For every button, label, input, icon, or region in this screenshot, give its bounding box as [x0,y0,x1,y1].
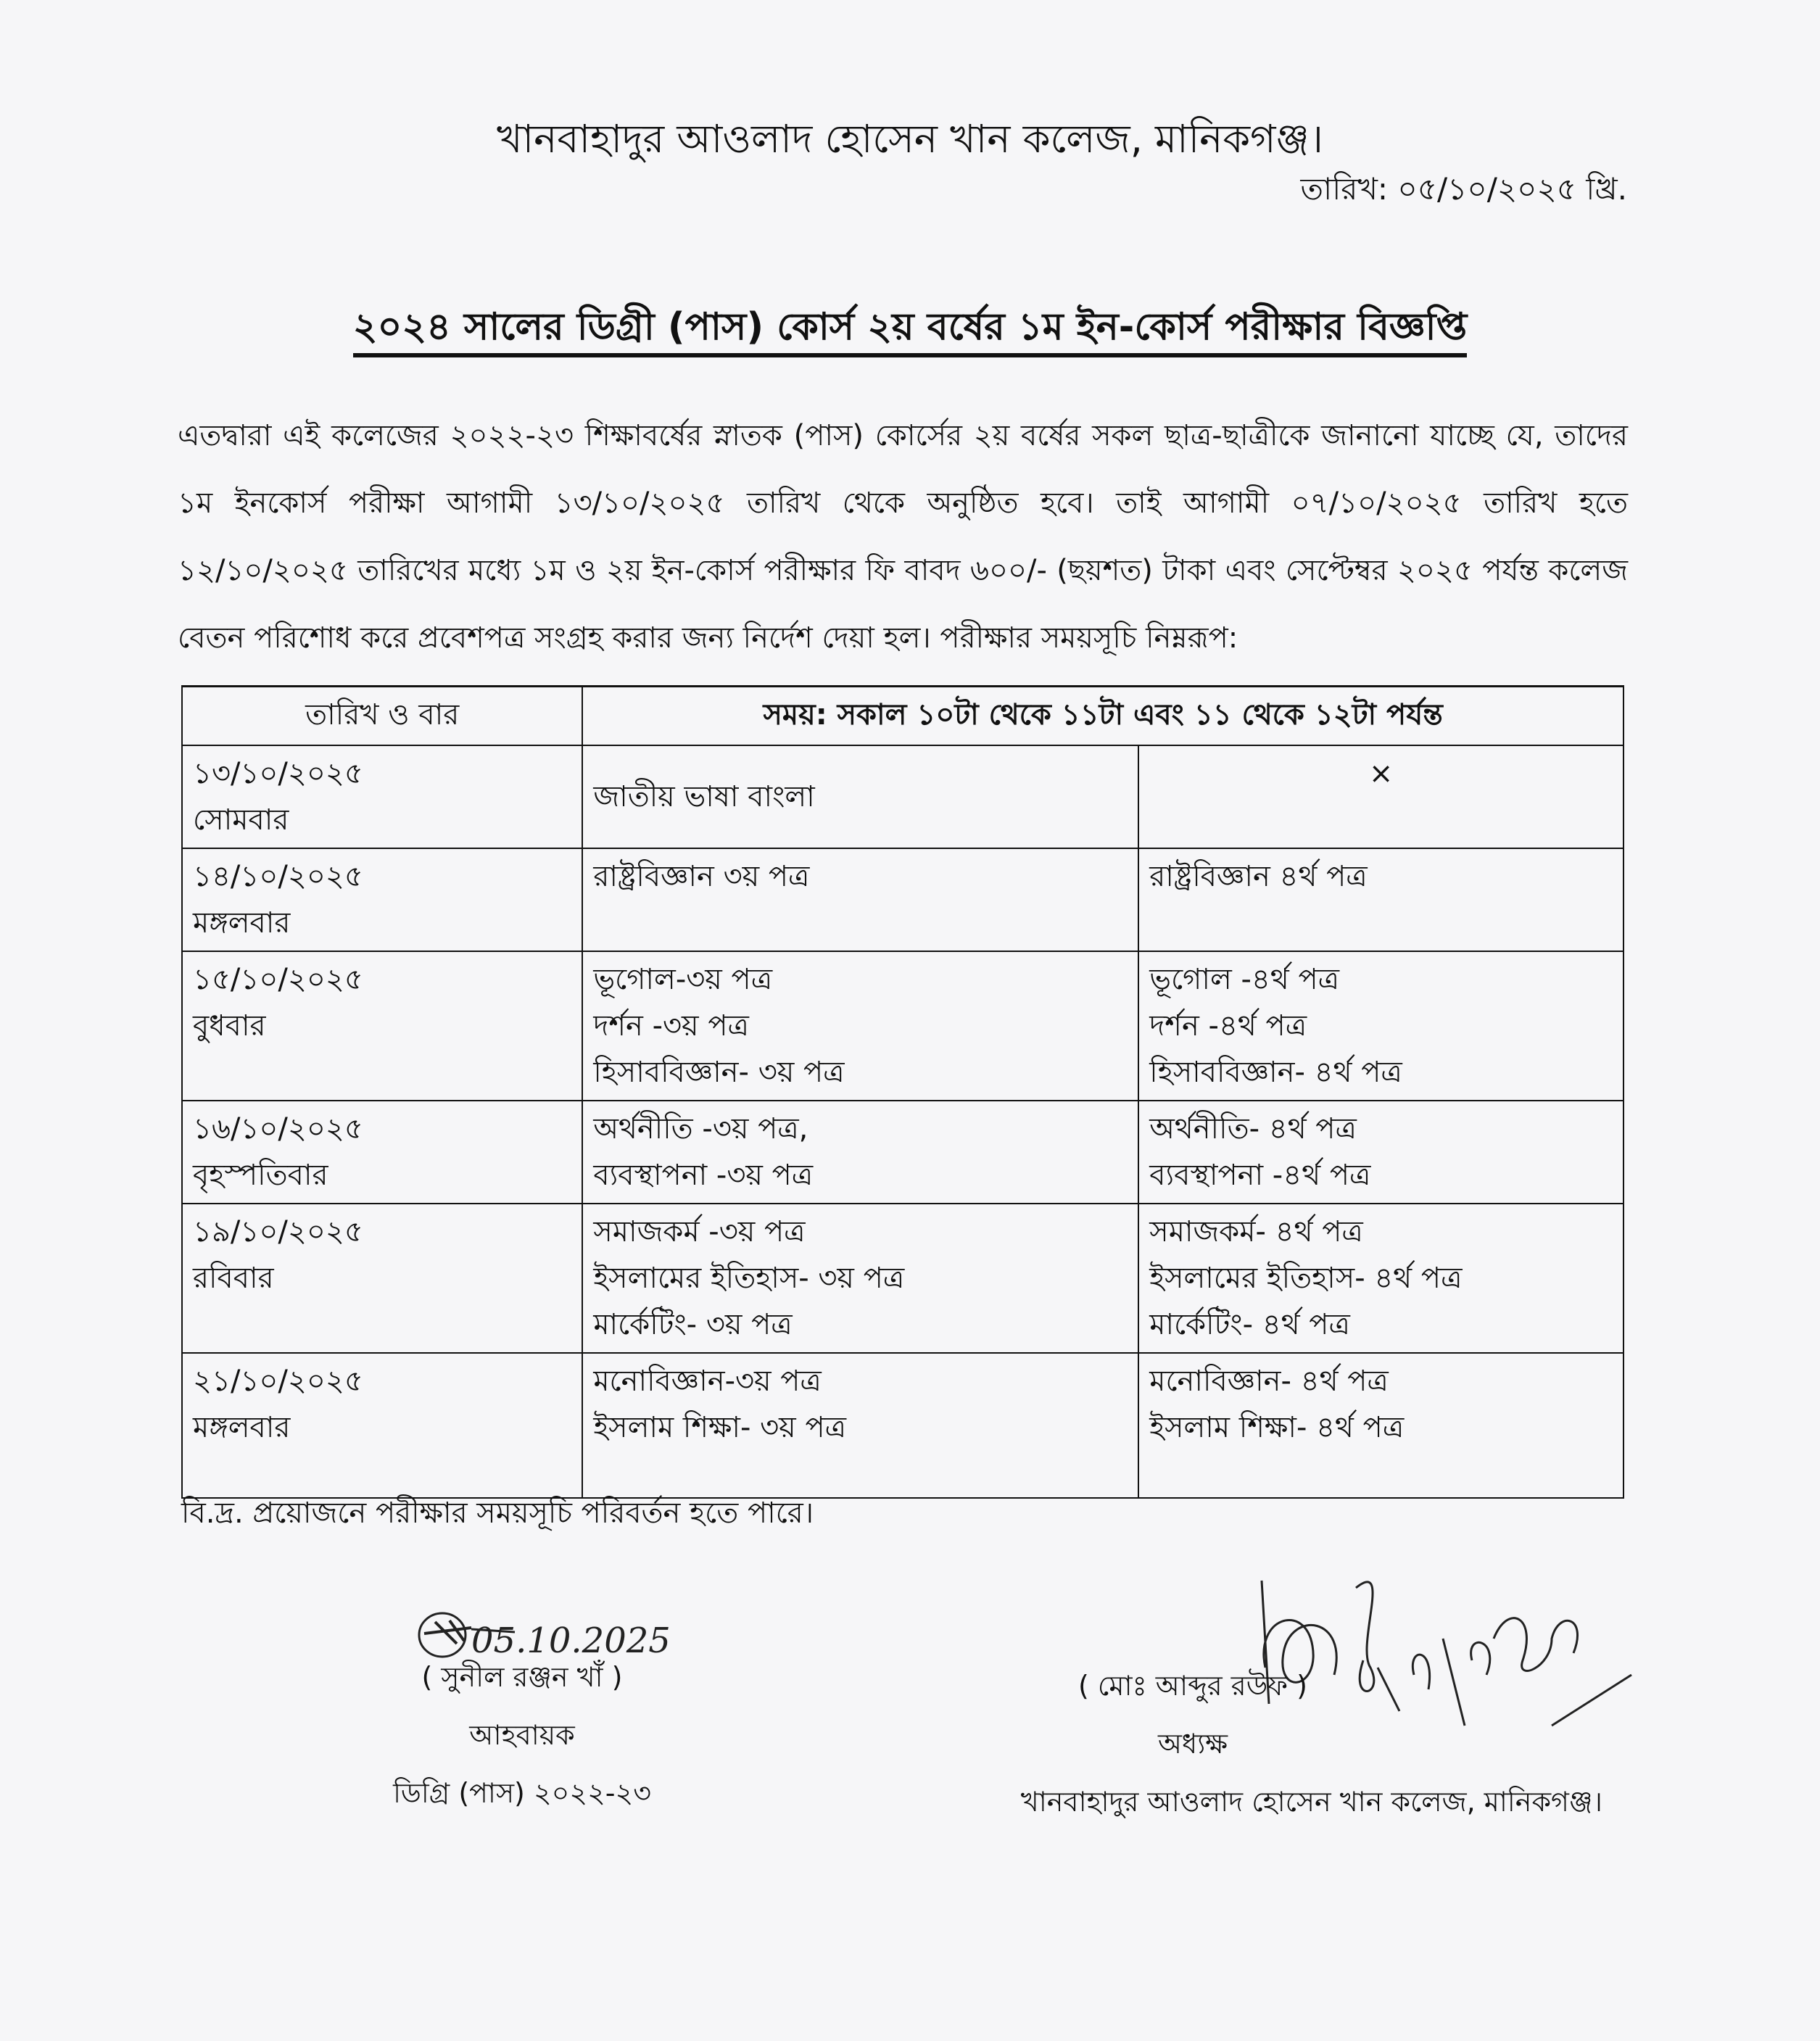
exam-day: মঙ্গলবার [193,1411,291,1444]
subject-paper: দর্শন -৩য় পত্র [593,1009,749,1043]
subject-paper: মার্কেটিং- ৪র্থ পত্র [1149,1308,1350,1341]
slot-10-11-cell [582,1204,1138,1353]
exam-day: রবিবার [193,1262,274,1295]
table-row [182,745,1623,848]
notice-title: ২০২৪ সালের ডিগ্রী (পাস) কোর্স ২য় বর্ষের ১ম ইন-কোর্স পরীক্ষার বিজ্ঞপ্তি [353,305,1468,357]
subject-paper: ইসলামের ইতিহাস- ৩য় পত্র [593,1262,905,1295]
slot-10-11-cell [582,848,1138,951]
exam-schedule-table [181,685,1624,1499]
table-row [182,848,1623,951]
table-header-row [182,687,1623,746]
date-day-cell [182,951,582,1101]
notice-title-wrapper [0,297,1820,360]
subject-paper: ব্যবস্থাপনা -৩য় পত্র [593,1159,814,1192]
slot-11-12-cell [1138,745,1623,848]
slot-11-12-cell [1138,848,1623,951]
slot-11-12-cell [1138,1101,1623,1204]
notice-body: এতদ্বারা এই কলেজের ২০২২-২৩ শিক্ষাবর্ষের স্নাতক (পাস) কোর্সের ২য় বর্ষের সকল ছাত্র-ছাত্রীকে জানানো যাচ্ছে যে, তাদের ১ম ইনকোর্স পরীক্ষা আগামী ১৩/১০/২০২৫ তারিখ থেকে অনুষ্ঠিত হবে। তাই আগামী ০৭/১০/২০২৫ তারিখ হতে ১২/১০/২০২৫ তারিখের মধ্যে ১ম ও ২য় ইন-কোর্স পরীক্ষার ফি বাবদ ৬০০/- (ছয়শত) টাকা এবং সেপ্টেম্বর ২০২৫ পর্যন্ত কলেজ বেতন পরিশোধ করে প্রবেশপত্র সংগ্রহ করার জন্য নির্দেশ দেয়া হল। পরীক্ষার সময়সূচি নিম্নরূপ: [178,419,1628,655]
exam-day: বৃহস্পতিবার [193,1159,328,1192]
exam-date: ১৪/১০/২০২৫ [193,860,363,893]
convener-name: ( সুনীল রঞ্জন খাঁ ) [421,1661,623,1693]
date-day-cell [182,848,582,951]
date-day-cell [182,745,582,848]
subject-paper: সমাজকর্ম -৩য় পত্র [593,1215,806,1249]
subject-paper: অর্থনীতি -৩য় পত্র, [593,1112,808,1146]
exam-day: বুধবার [193,1009,266,1043]
principal-institution: খানবাহাদুর আওলাদ হোসেন খান কলেজ, মানিকগঞ্জ। [1020,1786,1602,1818]
subject-paper: ব্যবস্থাপনা -৪র্থ পত্র [1149,1159,1371,1192]
subject-paper: ইসলাম শিক্ষা- ৪র্থ পত্র [1149,1411,1405,1444]
subject-paper: মনোবিজ্ঞান- ৪র্থ পত্র [1149,1365,1389,1398]
date-day-cell [182,1101,582,1204]
slot-11-12-cell [1138,951,1623,1101]
college-header: খানবাহাদুর আওলাদ হোসেন খান কলেজ, মানিকগঞ্জ। [496,116,1323,162]
subject-paper: ভূগোল -৪র্থ পত্র [1149,963,1340,996]
principal-role: অধ্যক্ষ [1157,1728,1228,1760]
subject-paper: জাতীয় ভাষা বাংলা [593,780,815,813]
exam-date: ১৩/১০/২০২৫ [193,757,363,790]
subject-paper: ইসলাম শিক্ষা- ৩য় পত্র [593,1411,846,1444]
exam-date: ২১/১০/২০২৫ [193,1365,363,1398]
date-day-cell [182,1353,582,1498]
table-row [182,951,1623,1101]
date-day-cell [182,1204,582,1353]
subject-paper: ভূগোল-৩য় পত্র [593,963,773,996]
exam-date: ১৫/১০/২০২৫ [193,963,363,996]
principal-name: ( মোঃ আব্দুর রউফ ) [1078,1670,1307,1702]
exam-date: ১৯/১০/২০২৫ [193,1215,363,1249]
convener-role: আহবায়ক [469,1719,575,1751]
convener-block [341,1620,703,1822]
table-row [182,1204,1623,1353]
subject-paper: মার্কেটিং- ৩য় পত্র [593,1308,793,1341]
subject-paper: রাষ্ট্রবিজ্ঞান ৩য় পত্র [593,860,810,893]
subject-paper: অর্থনীতি- ৪র্থ পত্র [1149,1112,1357,1146]
slot-11-12-cell [1138,1204,1623,1353]
subject-paper: হিসাববিজ্ঞান- ৪র্থ পত্র [1149,1056,1402,1089]
exam-day: মঙ্গলবার [193,906,291,940]
principal-block [950,1657,1646,1831]
slot-11-12-cell [1138,1353,1623,1498]
exam-day: সোমবার [193,803,289,837]
convener-handwritten-date: 05.10.2025 [471,1620,671,1661]
table-row [182,1101,1623,1204]
subject-paper: হিসাববিজ্ঞান- ৩য় পত্র [593,1056,845,1089]
nota-bene: বি.দ্র. প্রয়োজনে পরীক্ষার সময়সূচি পরিবর্তন হতে পারে। [181,1496,814,1530]
slot-10-11-cell [582,1101,1138,1204]
subject-paper: সমাজকর্ম- ৪র্থ পত্র [1149,1215,1363,1249]
subject-paper: রাষ্ট্রবিজ্ঞান ৪র্থ পত্র [1149,860,1368,893]
slot-10-11-cell [582,951,1138,1101]
table-body [182,745,1623,1498]
notice-date: তারিখ: ০৫/১০/২০২৫ খ্রি. [1300,171,1627,207]
subject-paper: দর্শন -৪র্থ পত্র [1149,1009,1307,1043]
no-exam-mark: × [1368,757,1394,790]
table-row [182,1353,1623,1498]
header-time: সময়: সকাল ১০টা থেকে ১১টা এবং ১১ থেকে ১২টা পর্যন্ত [582,687,1623,746]
exam-date: ১৬/১০/২০২৫ [193,1112,363,1146]
convener-unit: ডিগ্রি (পাস) ২০২২-২৩ [393,1777,651,1809]
subject-paper: ইসলামের ইতিহাস- ৪র্থ পত্র [1149,1262,1463,1295]
subject-paper: মনোবিজ্ঞান-৩য় পত্র [593,1365,822,1398]
slot-10-11-cell [582,745,1138,848]
slot-10-11-cell [582,1353,1138,1498]
header-date-day: তারিখ ও বার [182,687,582,746]
